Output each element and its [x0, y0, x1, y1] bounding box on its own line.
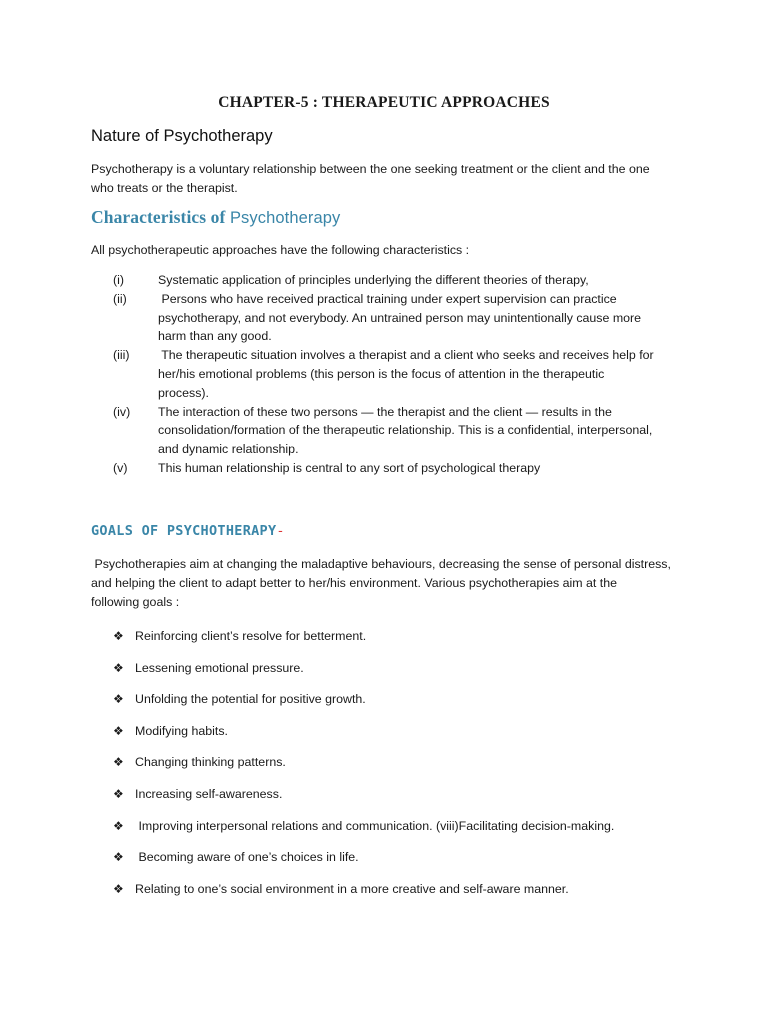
goals-heading [91, 523, 285, 539]
list-item [113, 459, 693, 478]
characteristics-intro: All psychotherapeutic approaches have the following characteristics : [91, 243, 470, 257]
list-item [113, 346, 693, 402]
list-item [113, 785, 713, 817]
list-item-text: Relating to one’s social environment in a more creative and self-aware manner. [135, 881, 569, 896]
list-item [113, 271, 693, 290]
list-item-text: Modifying habits. [135, 723, 228, 738]
goals-line-1: Psychotherapies aim at changing the maladaptive behaviours, decreasing the sense of personal distress, [91, 557, 671, 571]
nature-heading: Nature of Psychotherapy [91, 127, 273, 145]
list-item-line: Persons who have received practical training under expert supervision can practice [158, 291, 617, 306]
list-item [113, 690, 713, 722]
list-item-line: Systematic application of principles underlying the different theories of therapy, [158, 273, 589, 287]
goals-line-3: following goals : [91, 594, 180, 609]
diamond-bullet-icon: ❖ [113, 755, 124, 770]
diamond-bullet-icon: ❖ [113, 629, 124, 643]
list-item [113, 753, 713, 785]
characteristics-list [113, 271, 693, 478]
list-item-text: Increasing self-awareness. [135, 786, 283, 801]
list-item-number: (v) [113, 460, 128, 475]
characteristics-heading [91, 207, 340, 228]
diamond-bullet-icon: ❖ [113, 786, 124, 801]
list-item [113, 290, 693, 346]
list-item-number: (ii) [113, 291, 127, 306]
list-item-line: harm than any good. [158, 329, 272, 344]
nature-line-2: who treats or the therapist. [91, 180, 238, 195]
list-item-line: process). [158, 385, 209, 400]
list-item-text: Becoming aware of one’s choices in life. [135, 850, 359, 865]
characteristics-heading-part1: Characteristics of [91, 207, 230, 227]
list-item-text [158, 271, 693, 290]
list-item-line: consolidation/formation of the therapeutic relationship. This is a confidential, interpersonal, [158, 423, 653, 438]
list-item [113, 627, 713, 659]
list-item-text [158, 403, 693, 459]
list-item-line: psychotherapy, and not everybody. An untrained person may unintentionally cause more [158, 310, 642, 325]
list-item-text: Unfolding the potential for positive growth. [135, 692, 366, 707]
list-item-text: Reinforcing client’s resolve for betterment. [135, 629, 367, 643]
nature-paragraph [91, 160, 691, 198]
list-item-line: This human relationship is central to any sort of psychological therapy [158, 460, 541, 475]
goals-line-2: and helping the client to adapt better to her/his environment. Various psychotherapies aim at the [91, 575, 618, 590]
nature-line-1: Psychotherapy is a voluntary relationship between the one seeking treatment or the client and the one [91, 162, 650, 176]
list-item-number: (iv) [113, 404, 131, 419]
diamond-bullet-icon: ❖ [113, 723, 124, 738]
list-item-number: (i) [113, 273, 125, 287]
diamond-bullet-icon: ❖ [113, 818, 124, 833]
list-item [113, 722, 713, 754]
goals-heading-text: GOALS OF PSYCHOTHERAPY [91, 523, 277, 539]
list-item-text [158, 459, 693, 478]
list-item [113, 403, 693, 459]
diamond-bullet-icon: ❖ [113, 850, 124, 865]
list-item-text: Changing thinking patterns. [135, 755, 286, 770]
characteristics-heading-part2: Psychotherapy [229, 209, 341, 227]
goals-paragraph [91, 555, 711, 611]
goals-heading-suffix: - [276, 523, 285, 539]
list-item-text [158, 346, 693, 402]
chapter-title: CHAPTER-5 : THERAPEUTIC APPROACHES [218, 94, 550, 111]
list-item-text [158, 290, 693, 346]
list-item-line: and dynamic relationship. [158, 442, 299, 457]
goals-list [113, 627, 713, 911]
list-item [113, 880, 713, 912]
list-item [113, 817, 713, 849]
list-item-number: (iii) [113, 348, 130, 363]
diamond-bullet-icon: ❖ [113, 660, 124, 675]
list-item [113, 848, 713, 880]
list-item-line: The therapeutic situation involves a therapist and a client who seeks and receives help for [158, 348, 654, 363]
list-item [113, 659, 713, 691]
list-item-text: Improving interpersonal relations and communication. (viii)Facilitating decision-making. [135, 818, 615, 833]
list-item-line: The interaction of these two persons — the therapist and the client — results in the [158, 404, 612, 419]
list-item-text: Lessening emotional pressure. [135, 660, 304, 675]
diamond-bullet-icon: ❖ [113, 692, 124, 707]
list-item-line: her/his emotional problems (this person is the focus of attention in the therapeutic [158, 366, 605, 381]
diamond-bullet-icon: ❖ [113, 881, 124, 896]
